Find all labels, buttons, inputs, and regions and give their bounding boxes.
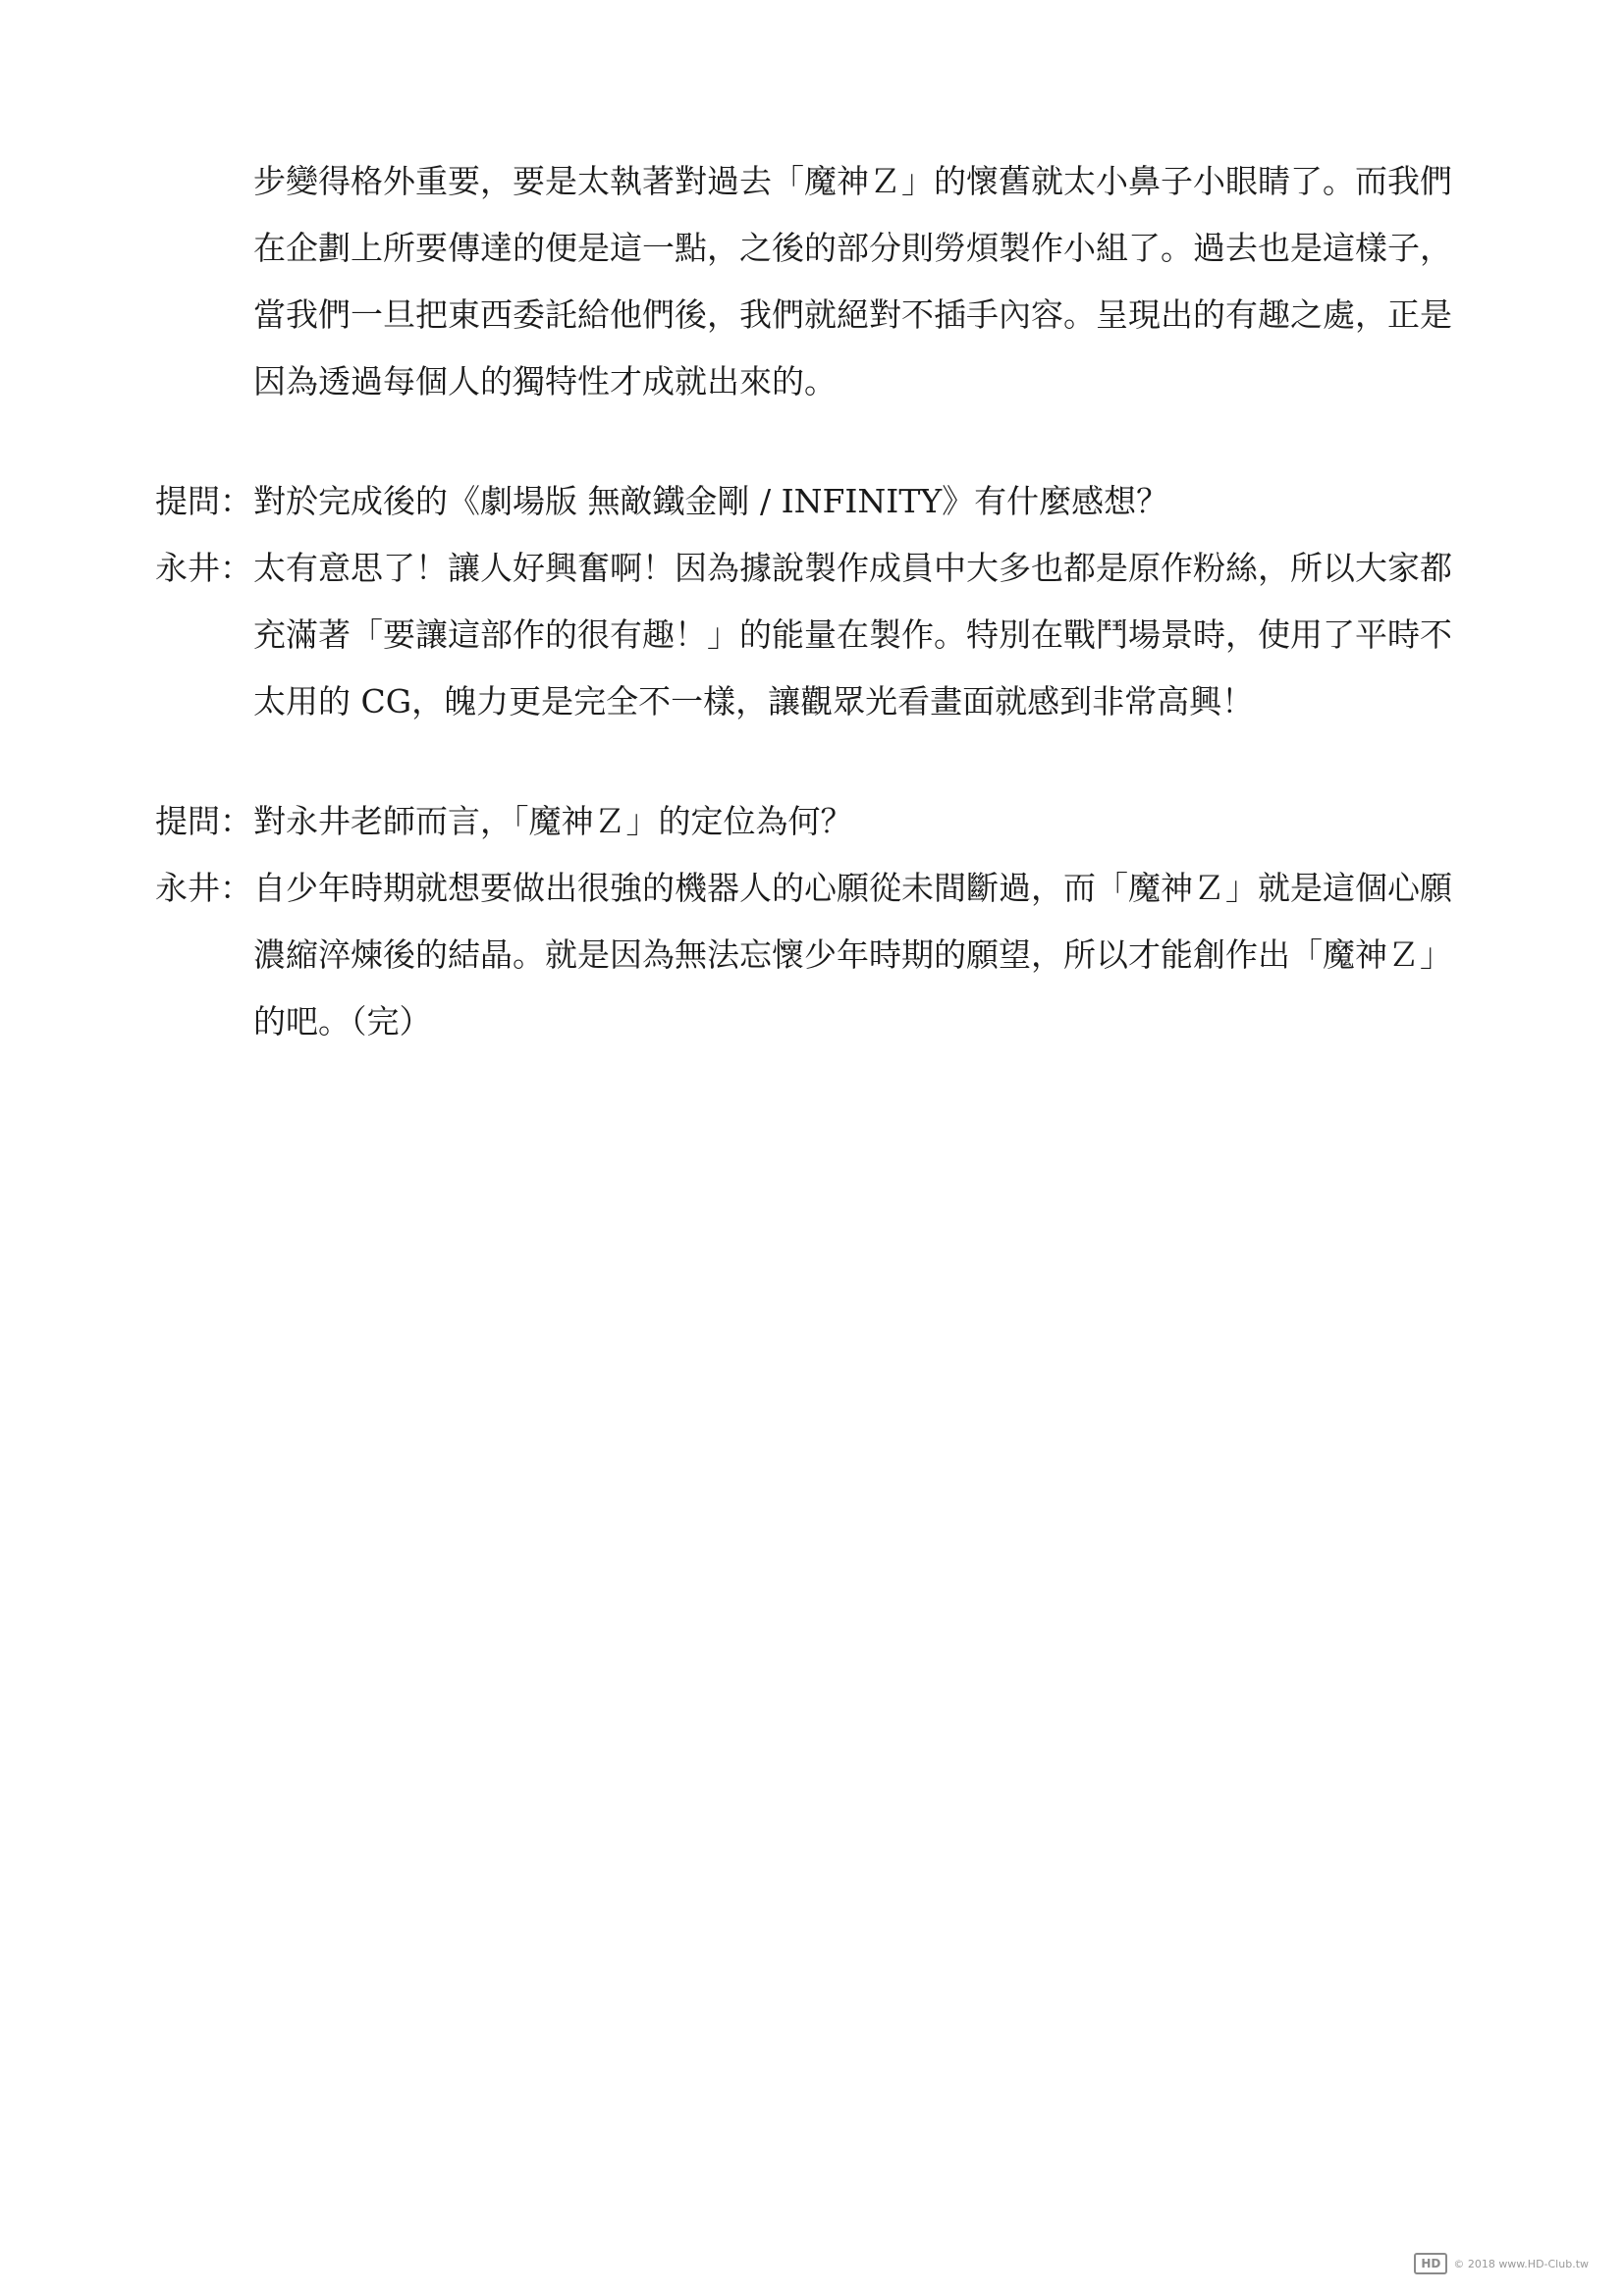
answer-speaker: 永井： bbox=[155, 868, 252, 907]
question-text: 對永井老師而言，「魔神Ｚ」的定位為何？ bbox=[253, 801, 853, 840]
intro-line-text: 步變得格外重要，要是太執著對過去「魔神Ｚ」的懷舊就太小鼻子小眼睛了。而我們 bbox=[253, 161, 1452, 200]
intro-line bbox=[155, 145, 1471, 212]
question-line bbox=[155, 785, 1471, 852]
answer-text: 充滿著「要讓這部作的很有趣！」的能量在製作。特別在戰鬥場景時，使用了平時不 bbox=[253, 614, 1452, 654]
answer-text: 太用的 CG，魄力更是完全不一樣，讓觀眾光看畫面就感到非常高興！ bbox=[253, 681, 1255, 721]
answer-line bbox=[155, 986, 1471, 1052]
intro-line-text: 因為透過每個人的獨特性才成就出來的。 bbox=[253, 361, 837, 400]
watermark-logo: HD bbox=[1414, 2253, 1447, 2274]
intro-line bbox=[155, 346, 1471, 412]
question-speaker: 提問： bbox=[155, 481, 252, 520]
answer-line bbox=[155, 852, 1471, 919]
watermark-text: © 2018 www.HD-Club.tw bbox=[1453, 2257, 1589, 2270]
question-line bbox=[155, 465, 1471, 532]
intro-paragraph bbox=[155, 145, 1471, 412]
intro-line-text: 在企劃上所要傳達的便是這一點，之後的部分則勞煩製作小組了。過去也是這樣子， bbox=[253, 228, 1452, 267]
answer-text: 的吧。（完） bbox=[253, 1001, 432, 1041]
answer-line bbox=[155, 599, 1471, 666]
answer-line bbox=[155, 919, 1471, 986]
answer-text: 濃縮淬煉後的結晶。就是因為無法忘懷少年時期的願望，所以才能創作出「魔神Ｚ」 bbox=[253, 934, 1452, 974]
qa-block-1 bbox=[155, 465, 1471, 732]
intro-line-text: 當我們一旦把東西委託給他們後，我們就絕對不插手內容。呈現出的有趣之處，正是 bbox=[253, 294, 1452, 334]
answer-line bbox=[155, 532, 1471, 599]
intro-line bbox=[155, 279, 1471, 346]
question-text: 對於完成後的《劇場版 無敵鐵金剛 / INFINITY》有什麼感想？ bbox=[253, 481, 1169, 520]
answer-text: 太有意思了！讓人好興奮啊！因為據說製作成員中大多也都是原作粉絲，所以大家都 bbox=[253, 548, 1452, 587]
answer-text: 自少年時期就想要做出很強的機器人的心願從未間斷過，而「魔神Ｚ」就是這個心願 bbox=[253, 868, 1452, 907]
answer-line bbox=[155, 666, 1471, 732]
watermark bbox=[1414, 2253, 1589, 2274]
answer-speaker: 永井： bbox=[155, 548, 252, 587]
qa-block-2 bbox=[155, 785, 1471, 1052]
intro-line bbox=[155, 212, 1471, 279]
question-speaker: 提問： bbox=[155, 801, 252, 840]
